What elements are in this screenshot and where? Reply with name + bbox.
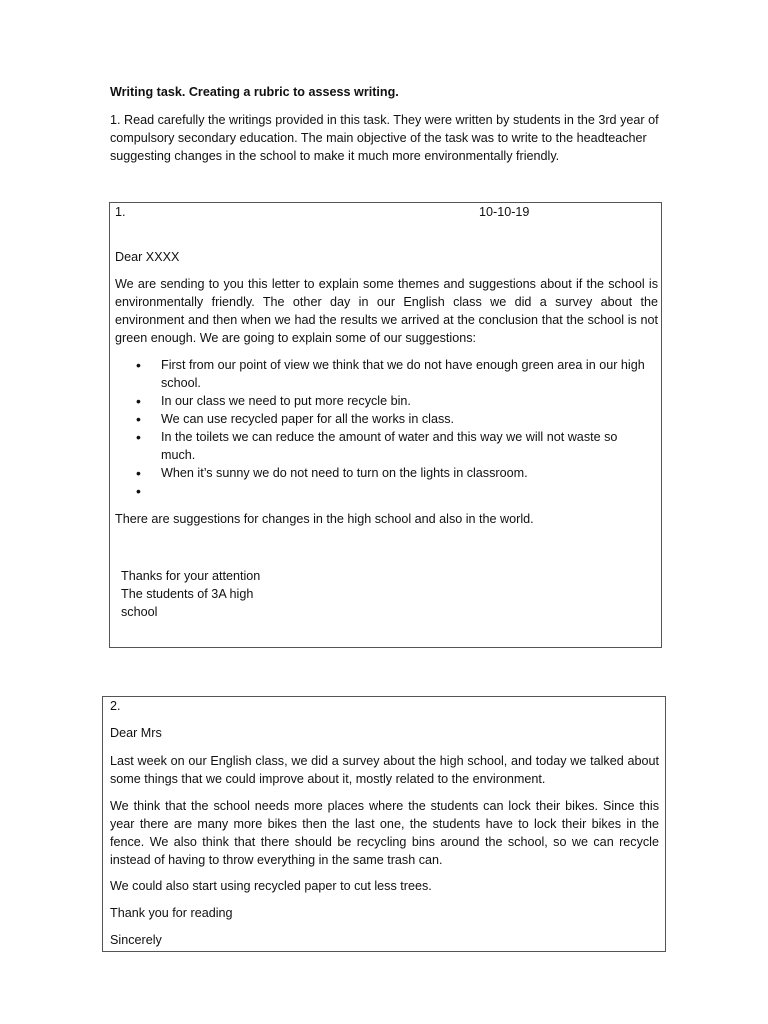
bullet-marker: • xyxy=(136,483,141,499)
letter-2-signoff: Sincerely xyxy=(110,933,162,947)
bullet-marker: • xyxy=(136,357,141,373)
letter-1-number: 1. xyxy=(115,205,126,219)
bullet-marker: • xyxy=(136,411,141,427)
letter-2-greeting: Dear Mrs xyxy=(110,726,162,740)
letter-2-number: 2. xyxy=(110,699,121,713)
letter-1-bullet: We can use recycled paper for all the works in class. xyxy=(161,412,455,426)
letter-1-signoff: The students of 3A high school xyxy=(121,587,254,619)
letter-1-bullet: In our class we need to put more recycle bin. xyxy=(161,394,411,408)
letter-1-closing-paragraph: There are suggestions for changes in the high school and also in the world. xyxy=(115,512,534,526)
letter-1-body: We are sending to you this letter to explain some themes and suggestions about if the school is environmentally friendly. The other day in our English class we did a survey about the environment and then when we had the results we arrived at the conclusion that the school is not green enough. We are going to explain some of our suggestions: xyxy=(115,277,658,345)
bullet-marker: • xyxy=(136,393,141,409)
bullet-marker: • xyxy=(136,429,141,445)
letter-2-paragraph-2: We think that the school needs more places where the students can lock their bikes. Since this year there are many more bikes then the last one, the students have to lock their bikes in the fence. We also think that there should be recycling bins around the school, so we can recycle instead of having to throw everything in the same trash can. xyxy=(110,799,659,867)
letter-1-signature-block xyxy=(121,567,421,619)
letter-1-box xyxy=(109,202,662,648)
letter-1-thanks: Thanks for your attention xyxy=(121,569,261,583)
task-instructions: 1. Read carefully the writings provided in this task. They were written by students in the 3rd year of compulsory secondary education. The main objective of the task was to write to the headteacher suggesting changes in the school to make it much more environmentally friendly. xyxy=(110,113,659,163)
task-heading: Writing task. Creating a rubric to assess writing. xyxy=(110,85,399,99)
letter-2-thanks: Thank you for reading xyxy=(110,906,233,920)
letter-1-bullet: When it’s sunny we do not need to turn on the lights in classroom. xyxy=(161,466,528,480)
letter-1-greeting: Dear XXXX xyxy=(115,250,180,264)
letter-2-paragraph-3: We could also start using recycled paper to cut less trees. xyxy=(110,879,432,893)
letter-1-bullet: In the toilets we can reduce the amount of water and this way we will not waste so much. xyxy=(161,430,618,462)
letter-2-paragraph-1: Last week on our English class, we did a survey about the high school, and today we talked about some things that we could improve about it, mostly related to the environment. xyxy=(110,754,659,786)
letter-1-date: 10-10-19 xyxy=(479,205,530,219)
letter-2-box xyxy=(102,696,666,952)
bullet-marker: • xyxy=(136,465,141,481)
letter-1-bullet: First from our point of view we think that we do not have enough green area in our high school. xyxy=(161,358,645,390)
